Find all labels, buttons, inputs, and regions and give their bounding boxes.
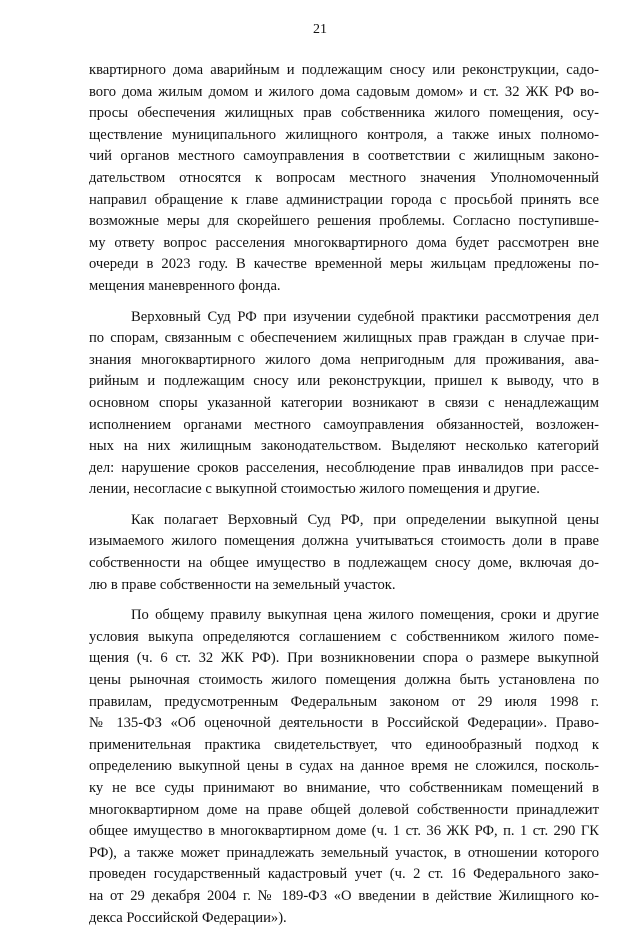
- text-line: определению выкупной цены в судах на данное время не сложился, посколь-: [89, 758, 599, 775]
- paragraph-spacer: [89, 501, 599, 510]
- page-number: 21: [313, 22, 327, 37]
- text-line: декса Российской Федерации»).: [89, 909, 287, 926]
- text-line: знания многоквартирного жилого дома непригодным для проживания, ава-: [89, 351, 599, 368]
- text-line: рийным и подлежащим сносу или реконструкции, пришел к выводу, что в: [89, 373, 599, 390]
- paragraph-spacer: [89, 596, 599, 605]
- text-line: общее имущество в многоквартирном доме (ч. 1 ст. 36 ЖК РФ, п. 1 ст. 290 ГК: [89, 823, 599, 840]
- text-line: Верховный Суд РФ при изучении судебной практики рассмотрения дел: [131, 308, 599, 325]
- text-line: вого дома жилым домом и жилого дома садовым домом» и ст. 32 ЖК РФ во-: [89, 83, 599, 100]
- paragraph: [89, 510, 599, 596]
- paragraph: [89, 605, 599, 929]
- document-body: [89, 60, 599, 929]
- text-line: по спорам, связанным с обеспечением жилищных прав граждан в случае при-: [89, 330, 599, 347]
- text-line: изымаемого жилого помещения должна учитываться стоимость доли в праве: [89, 533, 599, 550]
- text-line: на от 29 декабря 2004 г. № 189-ФЗ «О введении в действие Жилищного ко-: [89, 887, 599, 904]
- text-line: РФ), а также может принадлежать земельный участок, в отношении которого: [89, 844, 599, 861]
- text-line: возможные меры для скорейшего решения проблемы. Согласно поступивше-: [89, 213, 599, 230]
- text-line: лю в праве собственности на земельный участок.: [89, 576, 396, 593]
- text-line: условия выкупа определяются соглашением с собственником жилого поме-: [89, 628, 599, 645]
- text-line: направил обращение к главе администрации города с просьбой принять все: [89, 191, 599, 208]
- text-line: очереди в 2023 году. В качестве временной меры жильцам предложены по-: [89, 256, 599, 273]
- text-line: ществление муниципального жилищного контроля, а также иных полномо-: [89, 126, 599, 143]
- text-line: щения (ч. 6 ст. 32 ЖК РФ). При возникновении спора о размере выкупной: [89, 650, 599, 667]
- text-line: многоквартирном доме на праве общей долевой собственности принадлежит: [89, 801, 599, 818]
- paragraph: [89, 60, 599, 298]
- text-line: основном споры указанной категории возникают в связи с ненадлежащим: [89, 394, 599, 411]
- text-line: По общему правилу выкупная цена жилого помещения, сроки и другие: [131, 607, 599, 624]
- text-line: мещения маневренного фонда.: [89, 277, 281, 294]
- text-line: правилам, предусмотренным Федеральным законом от 29 июля 1998 г.: [89, 693, 599, 710]
- text-line: цены рыночная стоимость жилого помещения должна быть установлена по: [89, 672, 599, 689]
- text-line: ку не все суды принимают во внимание, что собственникам помещений в: [89, 780, 599, 796]
- text-line: ных на них жилищным законодательством. Выделяют несколько категорий: [89, 438, 599, 455]
- text-line: Как полагает Верховный Суд РФ, при определении выкупной цены: [131, 511, 599, 528]
- text-line: му ответу вопрос расселения многоквартирного дома будет рассмотрен вне: [89, 234, 599, 251]
- text-line: чий органов местного самоуправления в соответствии с жилищным законо-: [89, 148, 599, 165]
- text-line: проведен государственный кадастровый учет (ч. 2 ст. 16 Федерального зако-: [89, 866, 599, 883]
- text-line: лении, несогласие с выкупной стоимостью жилого помещения и другие.: [89, 481, 540, 498]
- text-line: дательством относятся к вопросам местного значения Уполномоченный: [89, 169, 599, 186]
- text-line: собственности на общее имущество в подлежащем сносу доме, включая до-: [89, 555, 599, 572]
- paragraph-spacer: [89, 298, 599, 307]
- text-line: дел: нарушение сроков расселения, несоблюдение прав инвалидов при рассе-: [89, 459, 599, 476]
- text-line: квартирного дома аварийным и подлежащим сносу или реконструкции, садо-: [89, 62, 599, 78]
- text-line: применительная практика свидетельствует, что единообразный подход к: [89, 736, 599, 753]
- text-line: просы обеспечения жилищных прав собственника жилого помещения, осу-: [89, 105, 599, 122]
- text-line: исполнением органами местного самоуправления обязанностей, возложен-: [89, 416, 599, 433]
- text-line: № 135-ФЗ «Об оценочной деятельности в Российской Федерации». Право-: [89, 715, 599, 732]
- paragraph: [89, 307, 599, 501]
